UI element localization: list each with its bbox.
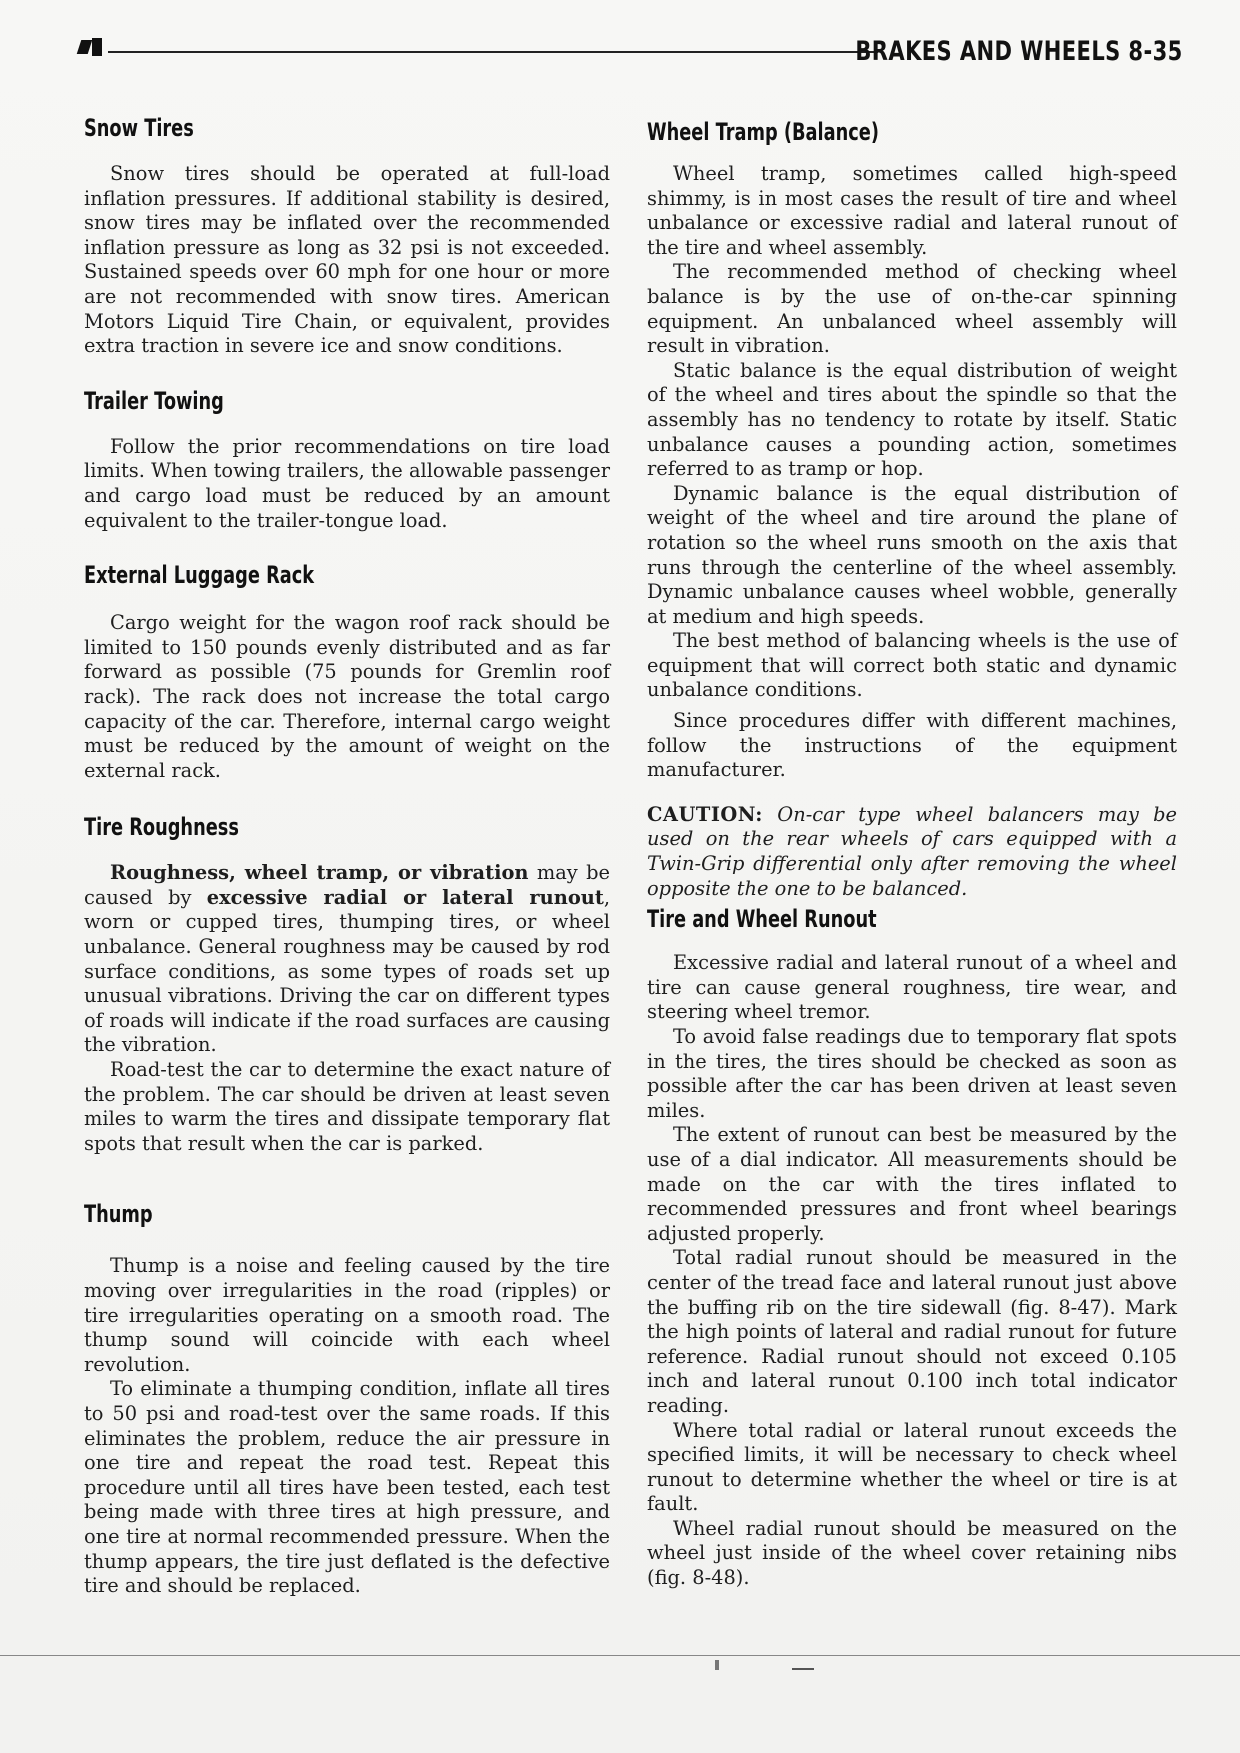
paragraph: Thump is a noise and feeling caused by the tire moving over irregularities in the road (ripples) or tire irregularities operating on a smooth road. The thump sound will coincide with each wheel revolution.	[84, 1254, 610, 1376]
bottom-rule	[0, 1655, 1240, 1656]
section-heading-wheel-tramp: Wheel Tramp (Balance)	[647, 118, 879, 146]
paragraph: Static balance is the equal distribution of weight of the wheel and tires about the spindle so that the assembly has no tendency to rotate by itself. Static unbalance causes a pounding action, sometimes referred to as tramp or hop.	[647, 358, 1177, 481]
bold-phrase: Roughness, wheel tramp, or vibration	[110, 861, 529, 885]
section-heading-tire-roughness: Tire Roughness	[84, 813, 239, 842]
paragraph: The recommended method of checking wheel balance is by the use of on-the-car spinning equipment. An unbalanced wheel assembly will result in vibration.	[647, 260, 1177, 358]
right-column	[647, 110, 1177, 1591]
header-rule	[108, 51, 878, 53]
paragraph: Road-test the car to determine the exact nature of the problem. The car should be driven at least seven miles to warm the tires and dissipate temporary flat spots that result when the car is parked.	[84, 1058, 610, 1155]
running-head: BRAKES AND WHEELS 8-35	[855, 36, 1183, 67]
section-heading-thump: Thump	[84, 1200, 153, 1229]
paragraph: To eliminate a thumping condition, inflate all tires to 50 psi and road-test over the same roads. If this eliminates the problem, reduce the air pressure in one tire and repeat the road test. Repeat this procedure until all tires have been tested, each test being made with three tires at high pressure, and one tire at normal recommended pressure. When the thump appears, the tire just deflated is the defective tire and should be replaced.	[84, 1377, 610, 1598]
paragraph: Follow the prior recommendations on tire load limits. When towing trailers, the allowable passenger and cargo load must be reduced by an amount equivalent to the trailer-tongue load.	[84, 434, 610, 532]
bottom-tick	[792, 1668, 814, 1670]
text-run: may be caused by	[84, 861, 610, 909]
section-heading-external-luggage-rack: External Luggage Rack	[84, 561, 315, 590]
caution-label: CAUTION:	[647, 802, 763, 826]
paragraph: Cargo weight for the wagon roof rack should be limited to 150 pounds evenly distributed and as far forward as possible (75 pounds for Gremlin roof rack). The rack does not increase the total cargo capacity of the car. Therefore, internal cargo weight must be reduced by the amount of weight on the external rack.	[84, 611, 610, 782]
paragraph-roughness	[84, 861, 610, 1058]
paragraph: Since procedures differ with different machines, follow the instructions of the equipment manufacturer.	[647, 709, 1177, 782]
section-heading-snow-tires: Snow Tires	[84, 114, 194, 142]
paragraph: To avoid false readings due to temporary flat spots in the tires, the tires should be checked as soon as possible after the car has been driven at least seven miles.	[647, 1025, 1177, 1122]
paragraph: Where total radial or lateral runout exceeds the specified limits, it will be necessary to check wheel runout to determine whether the wheel or tire is at fault.	[647, 1418, 1177, 1516]
paragraph: Wheel radial runout should be measured on the wheel just inside of the wheel cover retaining nibs (fig. 8-48).	[647, 1516, 1177, 1590]
paragraph: The best method of balancing wheels is the use of equipment that will correct both static and dynamic unbalance conditions.	[647, 629, 1177, 702]
bold-phrase: excessive radial or lateral runout	[206, 885, 604, 909]
section-heading-trailer-towing: Trailer Towing	[84, 386, 224, 415]
caution-text: On-car type wheel balancers may be used on the rear wheels of cars equipped with a Twin-Grip differential only after removing the wheel opposite the one to be balanced.	[647, 802, 1177, 900]
paragraph: The extent of runout can best be measured by the use of a dial indicator. All measurements should be made on the car with the tires inflated to recommended pressures and front wheel bearings adjusted properly.	[647, 1123, 1177, 1245]
section-heading-tire-and-wheel-runout: Tire and Wheel Runout	[647, 905, 877, 934]
text-run: , worn or cupped tires, thumping tires, or wheel unbalance. General roughness may be caused by rod surface conditions, as some types of roads set up unusual vibrations. Driving the car on different types of roads will indicate if the road surfaces are causing the vibration.	[84, 885, 610, 1057]
caution-note	[647, 803, 1177, 901]
publisher-mark-icon	[79, 38, 105, 56]
left-column	[84, 110, 610, 1599]
paragraph: Total radial runout should be measured in the center of the tread face and lateral runout just above the buffing rib on the tire sidewall (fig. 8-47). Mark the high points of lateral and radial runout for future reference. Radial runout should not exceed 0.105 inch and lateral runout 0.100 inch total indicator reading.	[647, 1246, 1177, 1417]
paragraph: Wheel tramp, sometimes called high-speed shimmy, is in most cases the result of tire and wheel unbalance or excessive radial and lateral runout of the tire and wheel assembly.	[647, 162, 1177, 259]
paragraph: Excessive radial and lateral runout of a wheel and tire can cause general roughness, tire wear, and steering wheel tremor.	[647, 951, 1177, 1024]
bottom-tick	[715, 1660, 719, 1670]
paragraph: Snow tires should be operated at full-load inflation pressures. If additional stability is desired, snow tires may be inflated over the recommended inflation pressure as long as 32 psi is not exceeded. Sustained speeds over 60 mph for one hour or more are not recommended with snow tires. American Motors Liquid Tire Chain, or equivalent, provides extra traction in severe ice and snow conditions.	[84, 162, 610, 358]
paragraph: Dynamic balance is the equal distribution of weight of the wheel and tire around the plane of rotation so the wheel runs smooth on the axis that runs through the centerline of the wheel assembly. Dynamic unbalance causes wheel wobble, generally at medium and high speeds.	[647, 481, 1177, 628]
